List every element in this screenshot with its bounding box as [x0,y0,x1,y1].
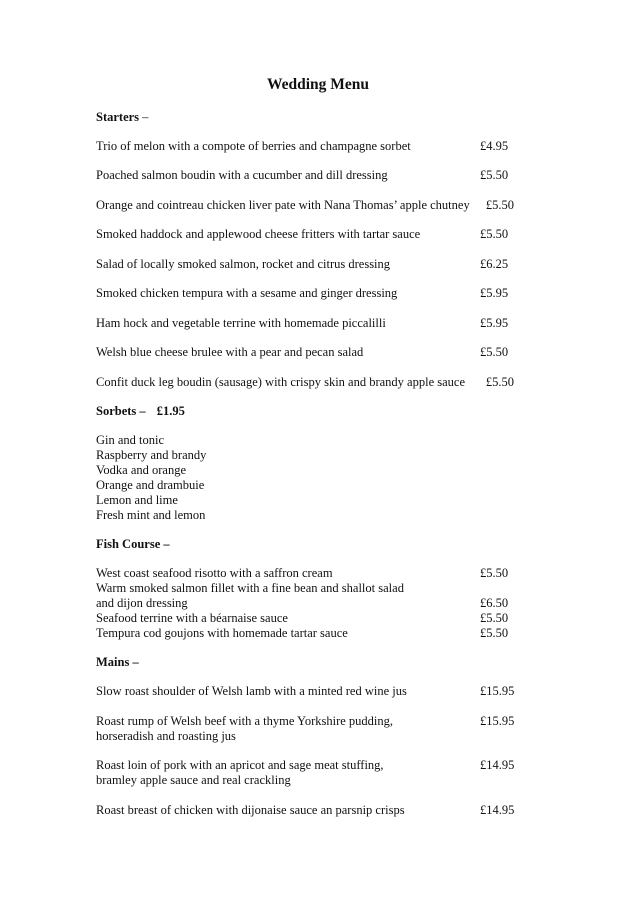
starter-item-name: Smoked haddock and applewood cheese fritters with tartar sauce [96,227,421,241]
starter-item-price: £6.25 [480,257,509,271]
fish-item-name: Tempura cod goujons with homemade tartar sauce [96,626,348,640]
mains-heading: Mains – [96,655,139,669]
fish-item-price: £6.50 [480,596,509,610]
sorbet-item: Gin and tonic [96,433,165,447]
page-title: Wedding Menu [266,76,370,93]
main-item-price: £15.95 [480,684,515,698]
starter-item-name: Salad of locally smoked salmon, rocket and citrus dressing [96,257,391,271]
starter-item-name: Smoked chicken tempura with a sesame and ginger dressing [96,286,398,300]
main-item-name: Roast loin of pork with an apricot and sage meat stuffing, [96,758,384,772]
fish-item-price: £5.50 [480,611,509,625]
starter-item-name: Welsh blue cheese brulee with a pear and pecan salad [96,345,364,359]
sorbets-price: £1.95 [156,404,185,418]
starters-heading-text: Starters [96,110,140,124]
fish-item-price: £5.50 [480,626,509,640]
sorbet-item: Vodka and orange [96,463,187,477]
starter-item-name: Orange and cointreau chicken liver pate with Nana Thomas’ apple chutney [96,198,470,212]
main-item-price: £15.95 [480,714,515,728]
fish-item-name: Warm smoked salmon fillet with a fine bean and shallot salad [96,581,404,595]
starter-item-price: £5.95 [480,316,509,330]
starter-item-price: £5.50 [480,168,509,182]
fish-heading: Fish Course – [96,537,170,551]
starter-item-price: £4.95 [480,139,509,153]
sorbets-list [96,433,206,523]
sorbets-heading [96,404,185,419]
sorbets-heading-text: Sorbets – [96,404,146,418]
sorbet-item: Raspberry and brandy [96,448,207,462]
starter-item-price: £5.50 [480,345,509,359]
starter-item-price: £5.50 [480,227,509,241]
fish-item-name: Seafood terrine with a béarnaise sauce [96,611,288,625]
starters-heading [96,110,148,125]
main-item-name: Roast rump of Welsh beef with a thyme Yorkshire pudding, [96,714,393,728]
main-item-name-cont: horseradish and roasting jus [96,729,236,743]
sorbet-item: Orange and drambuie [96,478,205,492]
main-item-name-cont: bramley apple sauce and real crackling [96,773,291,787]
sorbet-item: Lemon and lime [96,493,178,507]
main-item-name: Slow roast shoulder of Welsh lamb with a minted red wine jus [96,684,407,698]
starter-item-price: £5.50 [485,198,514,212]
main-item-price: £14.95 [480,758,515,772]
fish-item-price: £5.50 [480,566,509,580]
starter-item-name: Confit duck leg boudin (sausage) with crispy skin and brandy apple sauce [96,375,466,389]
starter-item-name: Ham hock and vegetable terrine with homemade piccalilli [96,316,386,330]
starter-item-name: Poached salmon boudin with a cucumber and dill dressing [96,168,388,182]
main-item-name: Roast breast of chicken with dijonaise sauce an parsnip crisps [96,803,405,817]
starters-heading-dash: – [142,110,149,124]
main-item-price: £14.95 [480,803,515,817]
starter-item-price: £5.50 [485,375,514,389]
fish-item-name: and dijon dressing [96,596,188,610]
starter-item-name: Trio of melon with a compote of berries and champagne sorbet [96,139,411,153]
fish-item-name: West coast seafood risotto with a saffron cream [96,566,333,580]
sorbet-item: Fresh mint and lemon [96,508,206,522]
starter-item-price: £5.95 [480,286,509,300]
